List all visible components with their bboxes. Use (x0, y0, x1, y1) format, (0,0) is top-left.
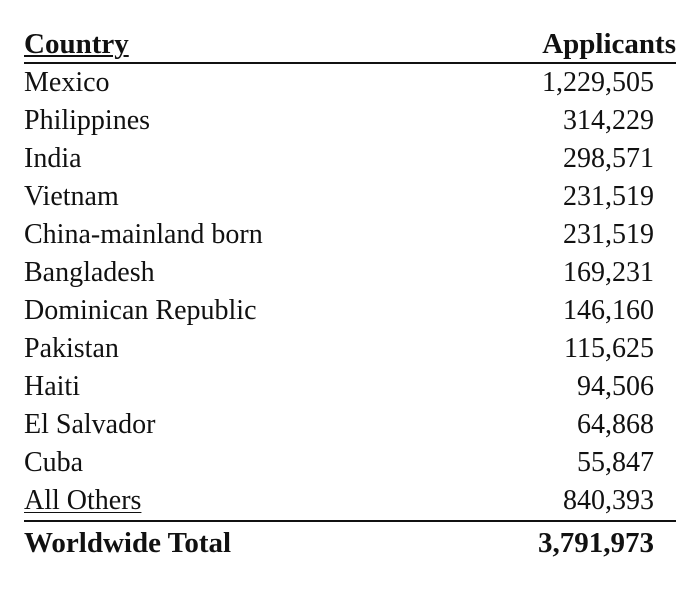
row-country: Haiti (24, 371, 80, 402)
table-row (24, 368, 676, 406)
total-label: Worldwide Total (24, 527, 232, 559)
row-applicants: 1,229,505 (542, 67, 654, 98)
row-country: Bangladesh (24, 257, 155, 288)
table-row (24, 254, 676, 292)
table-body (24, 64, 676, 522)
row-applicants: 231,519 (563, 181, 654, 212)
table-header (24, 26, 676, 64)
row-applicants: 55,847 (577, 447, 654, 478)
header-country: Country (24, 28, 129, 60)
row-applicants: 146,160 (563, 295, 654, 326)
table-row (24, 444, 676, 482)
row-country: Vietnam (24, 181, 119, 212)
row-applicants: 64,868 (577, 409, 654, 440)
applicants-table (24, 26, 676, 564)
row-country: Dominican Republic (24, 295, 257, 326)
row-country: China-mainland born (24, 219, 263, 250)
table-row (24, 330, 676, 368)
row-applicants: 840,393 (563, 485, 654, 516)
row-country: Philippines (24, 105, 151, 136)
row-applicants: 298,571 (563, 143, 654, 174)
row-applicants: 94,506 (577, 371, 654, 402)
row-country: India (24, 143, 82, 174)
table-row (24, 292, 676, 330)
table-row (24, 140, 676, 178)
table-row (24, 406, 676, 444)
table-row (24, 216, 676, 254)
row-country: All Others (24, 485, 142, 516)
table-row (24, 102, 676, 140)
row-country: Pakistan (24, 333, 119, 364)
header-applicants: Applicants (542, 28, 676, 60)
table-row (24, 64, 676, 102)
row-country: Mexico (24, 67, 110, 98)
total-value: 3,791,973 (538, 527, 654, 559)
table-total-row (24, 522, 676, 564)
row-applicants: 314,229 (563, 105, 654, 136)
row-applicants: 169,231 (563, 257, 654, 288)
row-country: Cuba (24, 447, 84, 478)
row-applicants: 115,625 (564, 333, 654, 364)
table-row (24, 178, 676, 216)
row-applicants: 231,519 (563, 219, 654, 250)
row-country: El Salvador (24, 409, 156, 440)
table-row (24, 482, 676, 522)
